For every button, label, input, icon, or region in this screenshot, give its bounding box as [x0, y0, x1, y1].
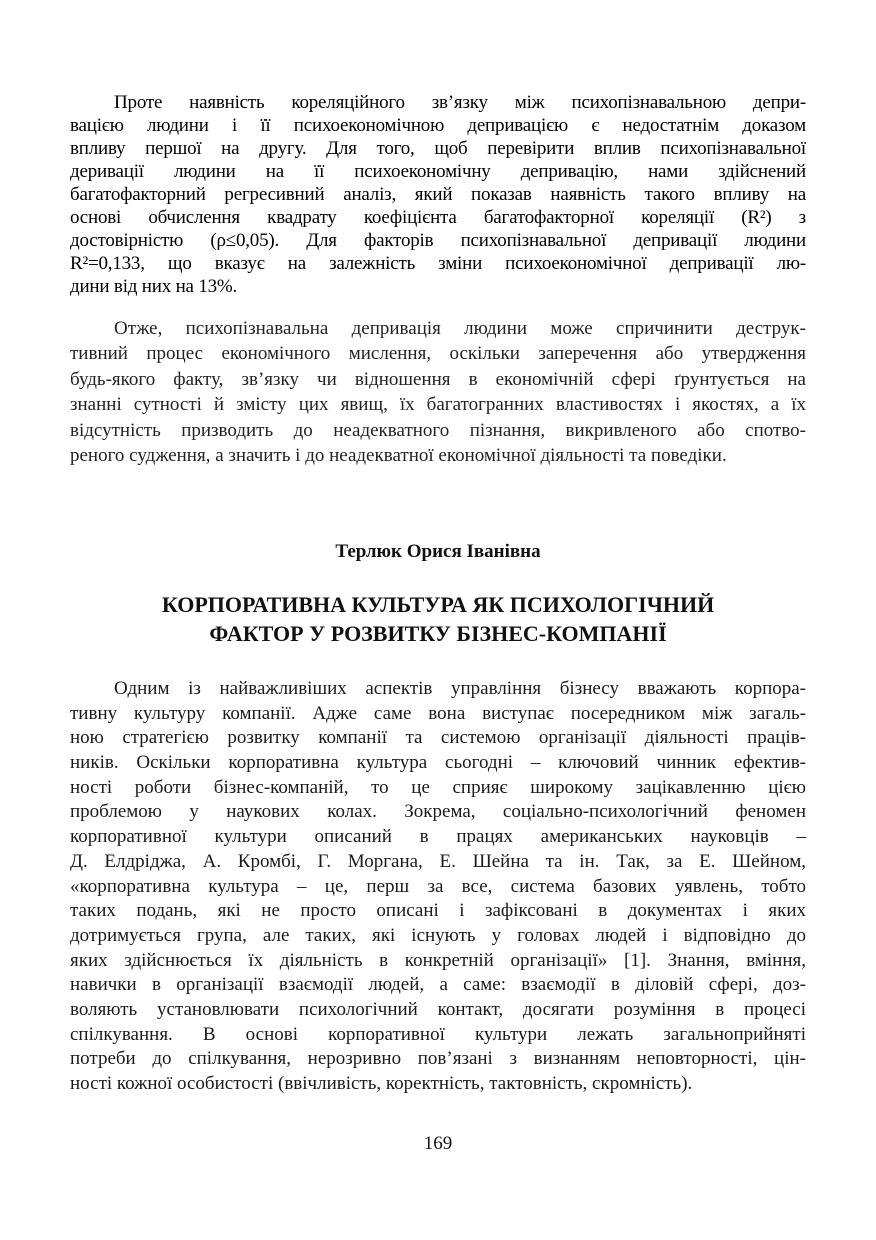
text-line: потреби до спілкування, нерозривно пов’язані з визнанням неповторності, цін-	[70, 1048, 806, 1070]
text-line: багатофакторний регресивний аналіз, який показав наявність такого впливу на	[70, 184, 806, 205]
text-line: дотримується група, але таких, які існують у головах людей і відповідно до	[70, 924, 806, 946]
text-line: «корпоративна культура – це, перш за все, система базових уявлень, тобто	[70, 875, 806, 897]
text-line: деривації людини на її психоекономічну депривацію, нами здійснений	[70, 161, 806, 182]
text-line: R²=0,133, що вказує на залежність зміни психоекономічної депривації лю-	[70, 253, 806, 274]
author-name: Терлюк Орися Іванівна	[335, 541, 541, 562]
text-line: ників. Оскільки корпоративна культура сьогодні – ключовий чинник ефектив-	[70, 752, 806, 774]
text-line: спілкування. В основі корпоративної культури лежать загальноприйняті	[70, 1023, 806, 1045]
paragraph-conclusion	[70, 318, 806, 470]
text-line: відсутність призводить до неадекватного пізнання, викривленого або спотво-	[70, 419, 806, 441]
text-line: ності кожної особистості (ввічливість, коректність, тактовність, скромність).	[70, 1073, 693, 1094]
text-line: воляють установлювати психологічний контакт, досягати розуміння в процесі	[70, 998, 806, 1020]
text-line: ності роботи бізнес-компаній, то це сприяє широкому зацікавленню цією	[70, 776, 806, 798]
page-number: 169	[423, 1133, 453, 1154]
text-line: Проте наявність кореляційного зв’язку між психопізнавальною депри-	[114, 92, 806, 113]
text-line: впливу першої на другу. Для того, щоб перевірити вплив психопізнавальної	[70, 138, 806, 159]
title-line: ФАКТОР У РОЗВИТКУ БІЗНЕС-КОМПАНІЇ	[209, 621, 667, 646]
text-line: Отже, психопізнавальна депривація людини може спричинити деструк-	[114, 318, 806, 339]
text-line: тивний процес економічного мислення, оскільки заперечення або утвердження	[70, 343, 806, 365]
text-line: проблемою у наукових колах. Зокрема, соціально-психологічний феномен	[70, 801, 806, 823]
text-line: будь-якого факту, зв’язку чи відношення в економічній сфері ґрунтується на	[70, 368, 806, 390]
text-line: тивну культуру компанії. Адже саме вона виступає посередником між загаль-	[70, 702, 806, 724]
text-line: яких здійснюється їх діяльність в конкретній організації» [1]. Знання, вміння,	[70, 949, 806, 971]
text-line: дини від них на 13%.	[70, 276, 238, 297]
title-line: КОРПОРАТИВНА КУЛЬТУРА ЯК ПСИХОЛОГІЧНИЙ	[161, 592, 715, 617]
text-line: Одним із найважливіших аспектів управління бізнесу вважають корпора-	[114, 678, 806, 699]
paragraph-corporate-culture	[70, 678, 806, 1098]
text-line: Д. Елдріджа, А. Кромбі, Г. Моргана, Е. Шейна та ін. Так, за Е. Шейном,	[70, 850, 806, 872]
text-line: достовірністю (ρ≤0,05). Для факторів психопізнавальної депривації людини	[70, 230, 806, 251]
text-line: знанні сутності й змісту цих явищ, їх багатогранних властивостях і якостях, а їх	[70, 394, 806, 416]
article-title	[0, 590, 876, 648]
text-line: навички в організації взаємодії людей, а саме: взаємодії в діловій сфері, доз-	[70, 974, 806, 996]
text-line: основі обчислення квадрату коефіцієнта багатофакторної кореляції (R²) з	[70, 207, 806, 228]
text-line: ною стратегією розвитку компанії та системою організації діяльності праців-	[70, 727, 806, 749]
text-line: вацією людини і її психоекономічною депривацією є недостатнім доказом	[70, 115, 806, 136]
paragraph-regression-analysis	[70, 92, 806, 299]
text-line: таких подань, які не просто описані і зафіксовані в документах і яких	[70, 900, 806, 922]
text-line: корпоративної культури описаний в працях американських науковців –	[70, 826, 806, 848]
text-line: реного судження, а значить і до неадекватної економічної діяльності та поведіки.	[70, 444, 727, 466]
